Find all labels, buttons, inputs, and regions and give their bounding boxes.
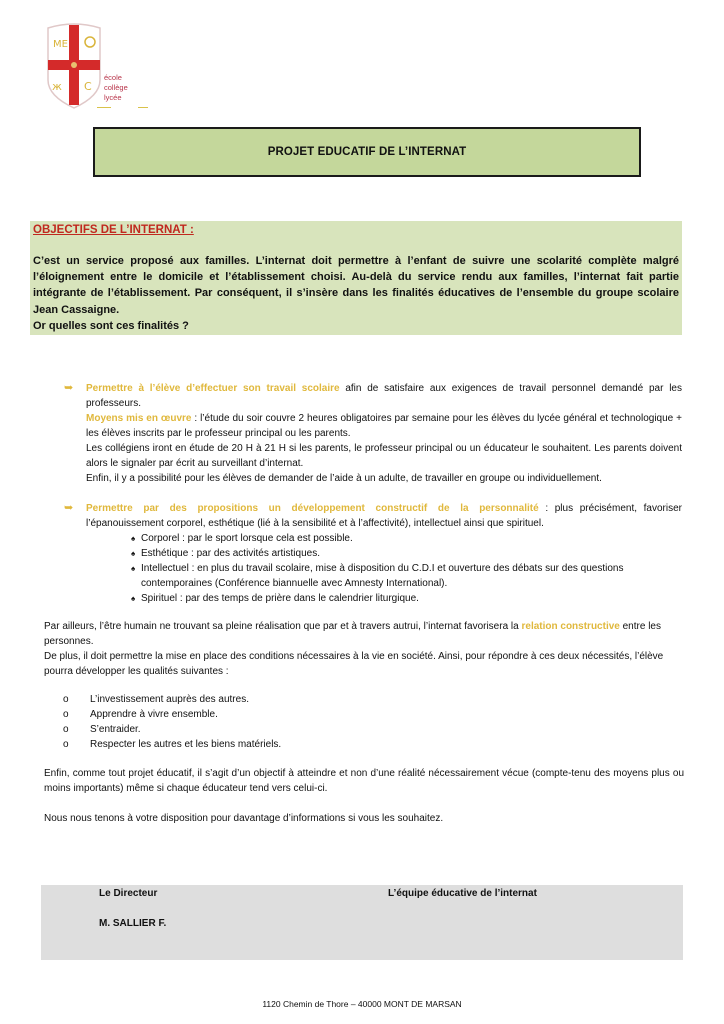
qualite-text: Respecter les autres et les biens matériels. [90,739,282,750]
list-item [131,561,651,591]
conclusion-paragraph: Enfin, comme tout projet éducatif, il s’agit d’un objectif à atteindre et non d’une réalité nécessairement vécue (compte-tenu des moyens plus ou moins importants) même si chaque éducateur tend vers celui-ci. [44,768,684,794]
qualites-list [60,692,660,752]
logo-text [104,73,128,103]
point1-etude-college: Les collégiens iront en étude de 20 H à 21 H si les parents, le professeur principal ou un éducateur le souhaitent. Les parents doivent alors le signaler par écrit au surveillant d’internat. [86,443,682,469]
relation-after: entre les personnes. [44,621,661,647]
relation-before: Par ailleurs, l’être humain ne trouvant sa pleine réalisation que par et à travers autrui, l’internat favorisera la [44,621,522,632]
item-corporel: Corporel : par le sport lorsque cela est possible. [141,533,353,544]
list-item [131,546,651,561]
relation-line2: De plus, il doit permettre la mise en place des conditions nécessaires à la vie en société. Ainsi, pour répondre à ces deux nécessités, l’élève pourra développer les qualités suivantes : [44,651,664,677]
point1-aide: Enfin, il y a possibilité pour les élèves de demander de l’aide à un adulte, de travailler en groupe ou individuellement. [86,473,602,484]
shield-icon [44,22,104,112]
objectifs-section [30,221,682,335]
logo-word-ecole: école [104,73,122,82]
relation-highlight: relation constructive [521,621,620,632]
circle-bullet-icon: o [63,724,69,735]
item-intellectuel: Intellectuel : en plus du travail scolaire, mise à disposition du C.D.I et ouverture des débats sur des questions contemporaines (Conférence biannuelle avec Amnesty International). [141,563,624,589]
means-text: : l’étude du soir couvre 2 heures obligatoires par semaine pour les élèves du lycée général et technologique + les élèves inscrits par le professeur principal ou les parents. [86,413,682,439]
drop-bullet-icon: ♠ [131,564,136,573]
list-item [131,591,651,606]
point1-lead: Permettre à l’élève d’effectuer son travail scolaire [86,383,340,394]
arrow-bullet-icon: ➥ [64,502,74,514]
list-item [60,722,660,737]
page-title: PROJET EDUCATIF DE L’INTERNAT [267,146,467,158]
page-title-box [93,127,641,177]
signature-box [41,885,683,960]
qualite-text: L’investissement auprès des autres. [90,694,249,705]
list-item [60,707,660,722]
team-title: L’équipe éducative de l’internat [388,888,537,899]
personnalite-list [131,531,651,606]
objectifs-question: Or quelles sont ces finalités ? [33,319,189,332]
means-label: Moyens mis en œuvre [86,413,192,424]
item-esthetique: Esthétique : par des activités artistiques. [141,548,320,559]
circle-bullet-icon: o [63,739,69,750]
arrow-bullet-icon: ➥ [64,382,74,394]
list-item [60,737,660,752]
svg-text:C: C [84,80,92,93]
logo-word-lycee: lycée [104,93,122,102]
item-spirituel: Spirituel : par des temps de prière dans le calendrier liturgique. [141,593,419,604]
list-item [131,531,651,546]
logo-word-college: collège [104,83,128,92]
qualite-text: Apprendre à vivre ensemble. [90,709,218,720]
logo-line [138,107,148,108]
logo-line [97,107,111,108]
school-logo [44,22,154,112]
point2-text: : plus précisément, favoriser l’épanouissement corporel, esthétique (lié à la sensibilité et à l’affectivité), intellectuel ainsi que spirituel. [86,503,682,529]
qualite-text: S’entraider. [90,724,141,735]
drop-bullet-icon: ♠ [131,534,136,543]
director-name: M. SALLIER F. [99,918,167,929]
footer-address: 1120 Chemin de Thore – 40000 MONT DE MARSAN [262,999,462,1009]
director-title: Le Directeur [99,888,158,899]
circle-bullet-icon: o [63,694,69,705]
relation-paragraph [44,619,684,679]
svg-text:ж: ж [52,80,62,93]
drop-bullet-icon: ♠ [131,594,136,603]
point2-lead: Permettre par des propositions un développement constructif de la personnalité [86,503,539,514]
objectifs-text [33,253,679,334]
point1-text: afin de satisfaire aux exigences de travail personnel demandé par les professeurs. [86,383,682,409]
drop-bullet-icon: ♠ [131,549,136,558]
circle-bullet-icon: o [63,709,69,720]
disposition-paragraph: Nous nous tenons à votre disposition pour davantage d’informations si vous les souhaitez. [44,813,444,824]
objectifs-heading: OBJECTIFS DE L’INTERNAT : [33,224,194,236]
svg-text:ME: ME [53,39,68,50]
objectifs-paragraph: C’est un service proposé aux familles. L’internat doit permettre à l’enfant de suivre une scolarité complète malgré l’éloignement entre le domicile et l’établissement choisi. Au-delà du service rendu aux familles, l’internat fait partie intégrante de l’établissement. Par conséquent, il s’insère dans les finalités éducatives de l’ensemble du groupe scolaire Jean Cassaigne. [33,255,679,316]
point-personnalite [64,501,682,531]
list-item [60,692,660,707]
point-travail-scolaire [64,381,682,486]
